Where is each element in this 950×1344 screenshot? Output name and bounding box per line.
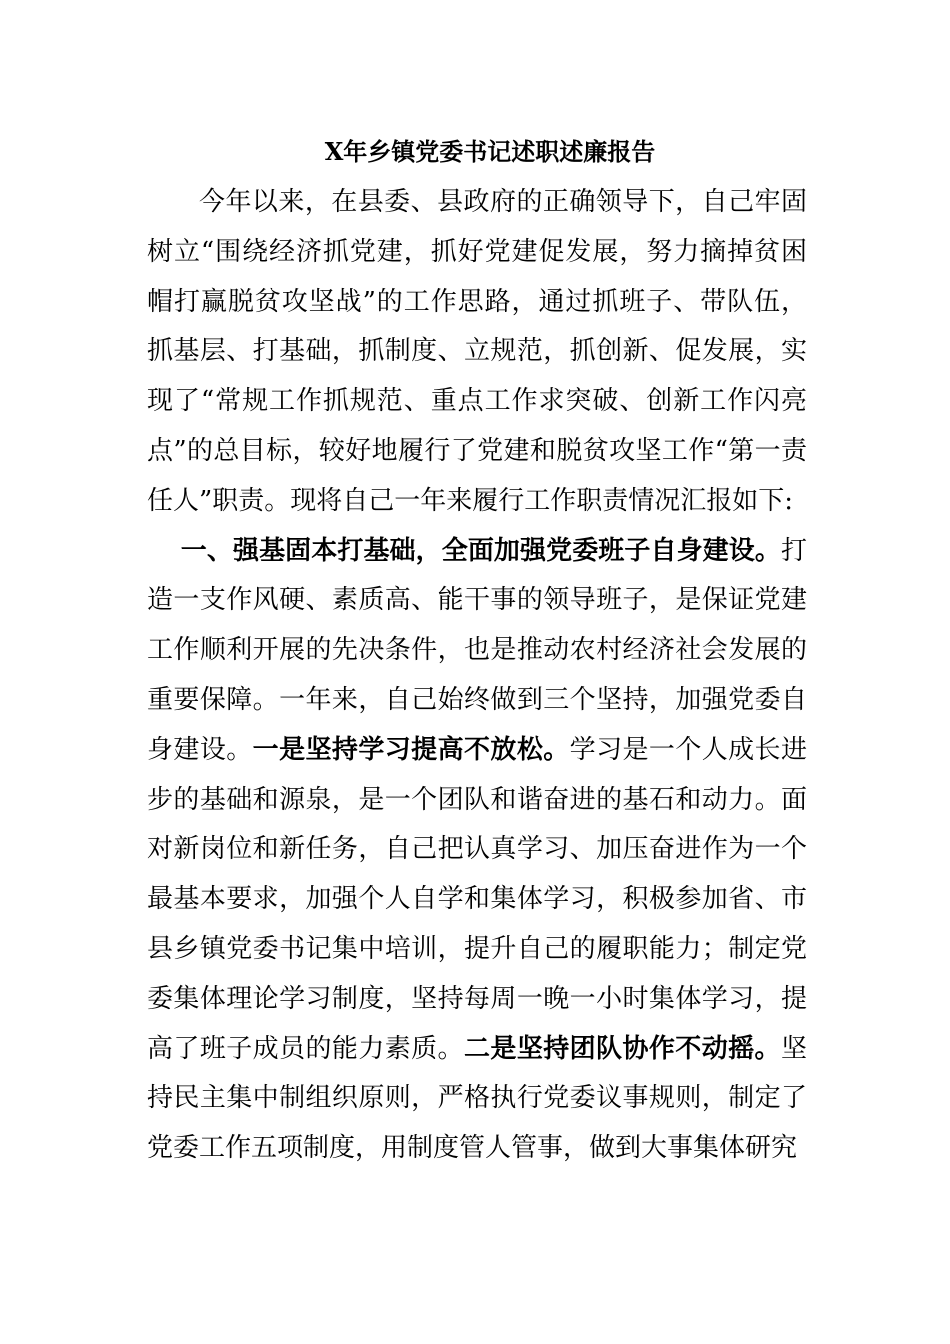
- point-1-text: 学习是一个人成长进步的基础和源泉，是一个团队和谐奋进的基石和动力。面对新岗位和新任务，自己把认真学习、加压奋进作为一个最基本要求，加强个人自学和集体学习，积极参加省、市县乡镇党委书记集中培训，提升自己的履职能力；制定党委集体理论学习制度，坚持每周一晚一小时集体学习，提高了班子成员的能力素质。: [147, 734, 807, 1064]
- point-2-title: 二是坚持团队协作不动摇。: [463, 1033, 781, 1064]
- point-2-text: 坚持民主集中制组织原则，严格执行党委议事规则，制定了党委工作五项制度，用制度管人管事，做到大事集体研究: [147, 1033, 807, 1164]
- document-body: [147, 178, 807, 1174]
- section-1-text: 打造一支作风硬、素质高、能干事的领导班子，是保证党建工作顺利开展的先决条件，也是推动农村经济社会发展的重要保障。一年来，自己始终做到三个坚持，加强党委自身建设。: [147, 535, 807, 765]
- intro-paragraph: 今年以来，在县委、县政府的正确领导下，自己牢固树立“围绕经济抓党建，抓好党建促发展，努力摘掉贫困帽打赢脱贫攻坚战”的工作思路，通过抓班子、带队伍，抓基层、打基础，抓制度、立规范，抓创新、促发展，实现了“常规工作抓规范、重点工作求突破、创新工作闪亮点”的总目标，较好地履行了党建和脱贫攻坚工作“第一责任人”职责。现将自己一年来履行工作职责情况汇报如下:: [147, 187, 807, 516]
- section-1-heading: 一、强基固本打基础，全面加强党委班子自身建设。: [180, 535, 781, 566]
- point-1-title: 一是坚持学习提高不放松。: [252, 734, 570, 765]
- document-title: X年乡镇党委书记述职述廉报告: [324, 137, 656, 166]
- section-1-paragraph: [147, 527, 807, 1174]
